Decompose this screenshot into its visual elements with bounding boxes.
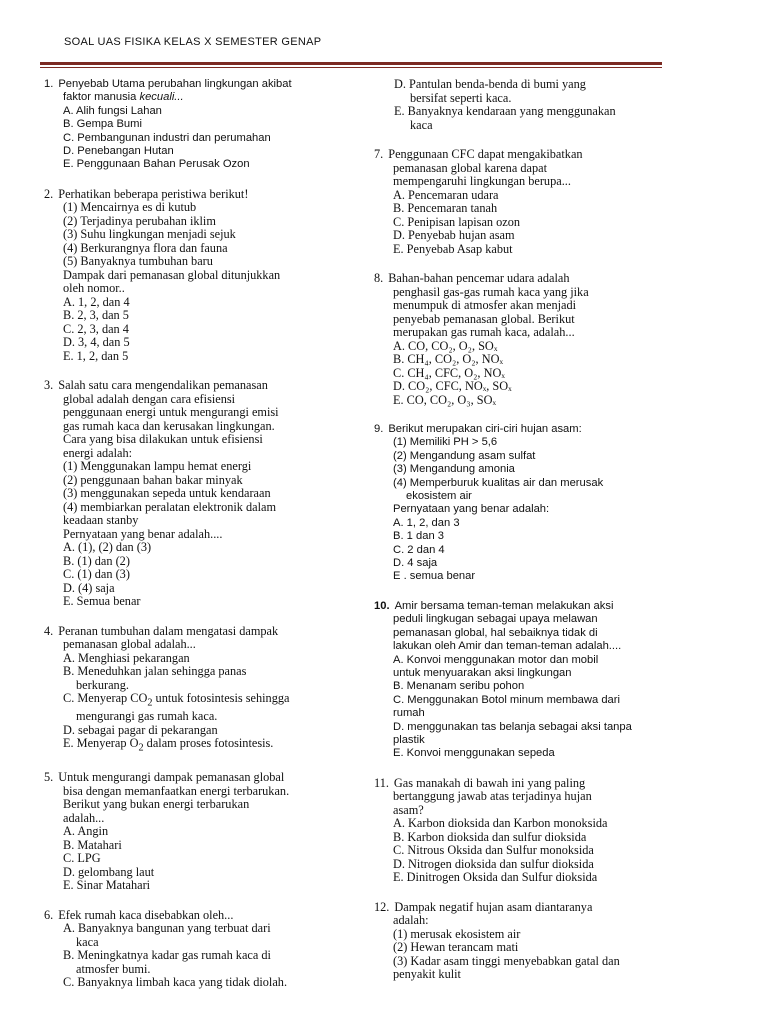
- option-e: E. Konvoi menggunakan sepeda: [393, 747, 555, 760]
- option-d: D. CO₂, CFC, NOₓ, SOₓ: [393, 379, 512, 393]
- option-d: D. (4) saja: [63, 580, 115, 595]
- option-b: B. 2, 3, dan 5: [63, 308, 129, 323]
- option-c: C. Nitrous Oksida dan Sulfur monoksida: [393, 843, 594, 858]
- option-e: E. Penggunaan Bahan Perusak Ozon: [63, 158, 250, 171]
- question-12: 12. Dampak negatif hujan asam diantaranya adalah: (1) merusak ekosistem air (2) Hewan terancam mati (3) Kadar asam tinggi menyebabkan gatal dan penyakit kulit: [374, 899, 620, 982]
- option-b: B. Matahari: [63, 837, 122, 852]
- option-e: E. Penyebab Asap kabut: [393, 241, 513, 256]
- page-header: SOAL UAS FISIKA KELAS X SEMESTER GENAP: [64, 36, 322, 48]
- question-5: 5. Untuk mengurangi dampak pemanasan global bisa dengan memanfaatkan energi terbarukan. Berikut yang bukan energi terbarukan adalah... A. Angin B. Matahari C. LPG D. gelombang laut E. Sinar Matahari: [44, 771, 344, 893]
- option-d: D. Pantulan benda-benda di bumi yang: [394, 77, 586, 91]
- option-e: E . semua benar: [393, 570, 476, 583]
- question-6: 6. Efek rumah kaca disebabkan oleh... A. Banyaknya bangunan yang terbuat dari kaca B. Meningkatnya kadar gas rumah kaca di atmosfer bumi. C. Banyaknya limbah kaca yang tidak diolah.: [44, 909, 344, 990]
- option-a: A. Angin: [63, 824, 109, 839]
- option-e: E. Banyaknya kendaraan yang menggunakan: [394, 104, 616, 118]
- option-a: A. Karbon dioksida dan Karbon monoksida: [393, 816, 608, 831]
- option-a: A. Konvoi menggunakan motor dan mobil: [393, 653, 599, 666]
- question-10: 10. Amir bersama teman-teman melakukan aksi peduli lingkugan sebagai upaya melawan pemanasan global, hal sebaiknya tidak di lakukan oleh Amir dan teman-teman adalah.... A. Konvoi menggunakan motor dan mobil untuk menyuarakan aksi lingkungan B. Menanam seribu pohon C. Menggunakan Botol minum membawa dari rumah D. menggunakan tas belanja sebagai aksi tanpa plastik E. Konvoi menggunakan sepeda: [374, 600, 674, 761]
- option-b: B. 1 dan 3: [393, 530, 445, 543]
- option-b: B. Meningkatnya kadar gas rumah kaca di: [63, 948, 271, 963]
- option-e: E. 1, 2, dan 5: [63, 348, 129, 363]
- option-e: E. Menyerap $O_2$ dalam proses fotosintesis.: [63, 736, 274, 754]
- question-11: 11. Gas manakah di bawah ini yang paling bertanggung jawab atas terjadinya hujan asam? A. Karbon dioksida dan Karbon monoksida B. Karbon dioksida dan sulfur dioksida C. Nitrous Oksida dan Sulfur monoksida D. Nitrogen dioksida dan sulfur dioksida E. Dinitrogen Oksida dan Sulfur dioksida: [374, 777, 674, 885]
- option-e: E. Dinitrogen Oksida dan Sulfur dioksida: [393, 870, 598, 885]
- question-1: 1. Penyebab Utama perubahan lingkungan akibat faktor manusia kecuali... A. Alih fungsi Lahan B. Gempa Bumi C. Pembangunan industri dan perumahan D. Penebangan Hutan E. Penggunaan Bahan Perusak Ozon: [44, 78, 344, 172]
- option-c: C. Pembangunan industri dan perumahan: [63, 131, 271, 144]
- option-d: D. Penebangan Hutan: [63, 145, 174, 158]
- option-b: B. (1) dan (2): [63, 553, 130, 568]
- option-d: D. Penyebab hujan asam: [393, 228, 515, 242]
- option-d: D. sebagai pagar di pekarangan: [63, 722, 218, 737]
- option-e: E. Sinar Matahari: [63, 878, 151, 893]
- option-b: B. Menanam seribu pohon: [393, 680, 525, 693]
- option-a: A. (1), (2) dan (3): [63, 540, 152, 555]
- option-d: D. menggunakan tas belanja sebagai aksi tanpa: [393, 720, 632, 733]
- right-column: [374, 78, 674, 995]
- option-c: C. Menyerap $CO_2$ untuk fotosintesis sehingga: [63, 691, 290, 709]
- option-c: C. 2 dan 4: [393, 543, 445, 556]
- question-8: 8. Bahan-bahan pencemar udara adalah penghasil gas-gas rumah kaca yang jika menumpuk di atmosfer akan menjadi penyebab pemanasan global. Berikut merupakan gas rumah kaca, adalah... A. CO, CO₂, O₂, SOₓ B. CH₄, CO₂, O₂, NOₓ C. CH₄, CFC, O₂, NOₓ D. CO₂, CFC, NOₓ, SOₓ E. CO, CO₂, O₃, SOₓ: [374, 272, 674, 407]
- option-a: A. CO, CO₂, O₂, SOₓ: [393, 338, 498, 353]
- option-d: D. Nitrogen dioksida dan sulfur dioksida: [393, 856, 594, 871]
- option-c: C. CH₄, CFC, O₂, NOₓ: [393, 365, 505, 380]
- option-a: A. Alih fungsi Lahan: [63, 104, 162, 117]
- option-d: D. 3, 4, dan 5: [63, 335, 130, 350]
- option-c: C. 2, 3, dan 4: [63, 321, 129, 336]
- option-b: B. CH₄, CO₂, O₂, NOₓ: [393, 352, 504, 366]
- option-a: A. Pencemaran udara: [393, 187, 499, 202]
- option-a: A. Banyaknya bangunan yang terbuat dari: [63, 921, 271, 936]
- option-a: A. 1, 2, dan 3: [393, 516, 460, 529]
- question-6-continued: D. Pantulan benda-benda di bumi yang bersifat seperti kaca. E. Banyaknya kendaraan yang menggunakan kaca: [380, 78, 674, 132]
- left-column: [44, 78, 344, 1003]
- option-b: B. Karbon dioksida dan sulfur dioksida: [393, 829, 587, 844]
- header-rule-thick: [40, 62, 662, 65]
- option-b: B. Meneduhkan jalan sehingga panas: [63, 664, 247, 679]
- option-c: C. Menggunakan Botol minum membawa dari: [393, 693, 620, 706]
- option-d: D. 4 saja: [393, 557, 438, 570]
- option-e: E. CO, CO₂, O₃, SOₓ: [393, 392, 497, 407]
- question-7: 7. Penggunaan CFC dapat mengakibatkan pemanasan global karena dapat mempengaruhi lingkungan berupa... A. Pencemaran udara B. Pencemaran tanah C. Penipisan lapisan ozon D. Penyebab hujan asam E. Penyebab Asap kabut: [374, 148, 674, 256]
- question-2: 2. Perhatikan beberapa peristiwa berikut! (1) Mencairnya es di kutub (2) Terjadinya perubahan iklim (3) Suhu lingkungan menjadi sejuk (4) Berkurangnya flora dan fauna (5) Banyaknya tumbuhan baru Dampak dari pemanasan global ditunjukkan oleh nomor.. A. 1, 2, dan 4 B. 2, 3, dan 5 C. 2, 3, dan 4 D. 3, 4, dan 5 E. 1, 2, dan 5: [44, 188, 344, 364]
- header-rule-thin: [40, 67, 662, 68]
- option-b: B. Gempa Bumi: [63, 118, 142, 131]
- option-c: C. Penipisan lapisan ozon: [393, 214, 521, 229]
- option-c: C. (1) dan (3): [63, 567, 130, 582]
- option-c: C. LPG: [63, 851, 101, 866]
- option-b: B. Pencemaran tanah: [393, 201, 498, 215]
- option-e: E. Semua benar: [63, 594, 141, 609]
- question-9: 9. Berikut merupakan ciri-ciri hujan asam: (1) Memiliki PH > 5,6 (2) Mengandung asam sulfat (3) Mengandung amonia (4) Memperburuk kualitas air dan merusak ekosistem air Pernyataan yang benar adalah: A. 1, 2, dan 3 B. 1 dan 3 C. 2 dan 4 D. 4 saja E . semua benar: [374, 423, 674, 584]
- option-a: A. 1, 2, dan 4: [63, 294, 130, 309]
- question-3: 3. Salah satu cara mengendalikan pemanasan global adalah dengan cara efisiensi penggunaan energi untuk mengurangi emisi gas rumah kaca dan kerusakan lingkungan. Cara yang bisa dilakukan untuk efisiensi energi adalah: (1) Menggunakan lampu hemat energi (2) penggunaan bahan bakar minyak (3) menggunakan sepeda untuk kendaraan (4) membiarkan peralatan elektronik dalam keadaan stanby Pernyataan yang benar adalah.... A. (1), (2) dan (3) B. (1) dan (2) C. (1) dan (3) D. (4) saja E. Semua benar: [44, 379, 344, 609]
- option-a: A. Menghiasi pekarangan: [63, 650, 190, 665]
- option-d: D. gelombang laut: [63, 864, 155, 879]
- question-4: 4. Peranan tumbuhan dalam mengatasi dampak pemanasan global adalah... A. Menghiasi pekarangan B. Meneduhkan jalan sehingga panas berkurang. C. Menyerap $CO_2$ untuk fotosintesis sehingga mengurangi gas rumah kaca. D. sebagai pagar di pekarangan E. Menyerap $O_2$ dalam proses fotosintesis.: [44, 625, 344, 755]
- option-c: C. Banyaknya limbah kaca yang tidak diolah.: [63, 975, 288, 990]
